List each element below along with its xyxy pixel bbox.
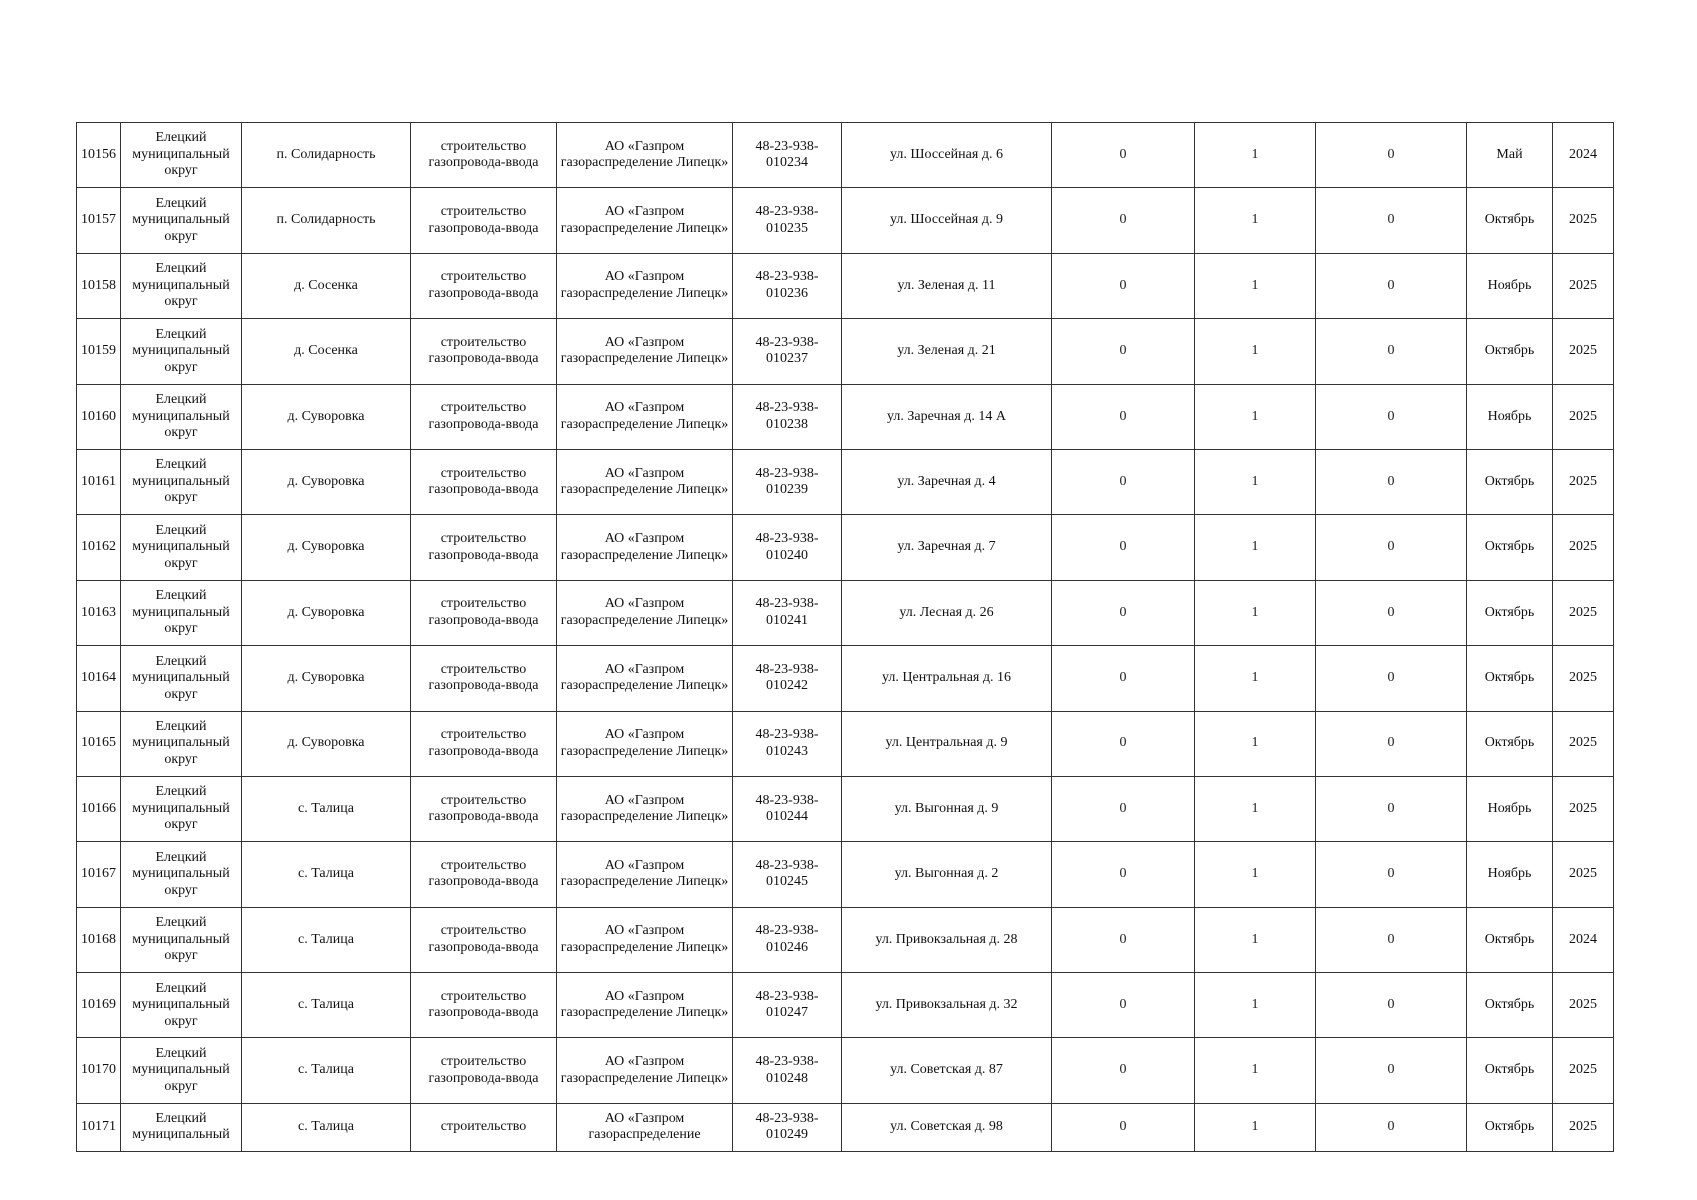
cell-value-2: 1 bbox=[1195, 188, 1316, 253]
cell-locality: с. Талица bbox=[242, 1103, 411, 1151]
cell-district: Елецкий муниципальный округ bbox=[121, 1038, 242, 1103]
cell-value-2: 1 bbox=[1195, 776, 1316, 841]
cell-code: 48-23-938-010247 bbox=[733, 973, 842, 1038]
cell-id: 10168 bbox=[77, 907, 121, 972]
cell-locality: п. Солидарность bbox=[242, 188, 411, 253]
cell-locality: д. Суворовка bbox=[242, 449, 411, 514]
cell-code: 48-23-938-010246 bbox=[733, 907, 842, 972]
cell-id: 10157 bbox=[77, 188, 121, 253]
cell-value-1: 0 bbox=[1052, 515, 1195, 580]
cell-locality: д. Суворовка bbox=[242, 515, 411, 580]
table-row bbox=[77, 188, 1614, 253]
cell-code: 48-23-938-010242 bbox=[733, 646, 842, 711]
cell-value-2: 1 bbox=[1195, 1103, 1316, 1151]
cell-organization: АО «Газпром газораспределение Липецк» bbox=[557, 449, 733, 514]
cell-work-type: строительство газопровода-ввода bbox=[411, 253, 557, 318]
cell-code: 48-23-938-010240 bbox=[733, 515, 842, 580]
cell-value-3: 0 bbox=[1316, 188, 1467, 253]
cell-value-1: 0 bbox=[1052, 776, 1195, 841]
cell-code: 48-23-938-010237 bbox=[733, 319, 842, 384]
cell-month: Октябрь bbox=[1467, 515, 1553, 580]
cell-value-1: 0 bbox=[1052, 188, 1195, 253]
cell-year: 2025 bbox=[1553, 646, 1614, 711]
cell-address: ул. Заречная д. 4 bbox=[842, 449, 1052, 514]
cell-organization: АО «Газпром газораспределение Липецк» bbox=[557, 188, 733, 253]
cell-code: 48-23-938-010245 bbox=[733, 842, 842, 907]
table-row bbox=[77, 515, 1614, 580]
cell-value-3: 0 bbox=[1316, 973, 1467, 1038]
cell-month: Октябрь bbox=[1467, 188, 1553, 253]
cell-organization: АО «Газпром газораспределение Липецк» bbox=[557, 515, 733, 580]
cell-id: 10162 bbox=[77, 515, 121, 580]
cell-work-type: строительство газопровода-ввода bbox=[411, 711, 557, 776]
cell-work-type: строительство газопровода-ввода bbox=[411, 1038, 557, 1103]
cell-id: 10156 bbox=[77, 123, 121, 188]
cell-value-3: 0 bbox=[1316, 515, 1467, 580]
cell-value-3: 0 bbox=[1316, 449, 1467, 514]
cell-organization: АО «Газпром газораспределение Липецк» bbox=[557, 384, 733, 449]
table-body bbox=[77, 123, 1614, 1152]
table-row bbox=[77, 384, 1614, 449]
cell-locality: д. Сосенка bbox=[242, 253, 411, 318]
cell-value-2: 1 bbox=[1195, 384, 1316, 449]
cell-value-3: 0 bbox=[1316, 319, 1467, 384]
cell-month: Октябрь bbox=[1467, 1038, 1553, 1103]
cell-value-1: 0 bbox=[1052, 907, 1195, 972]
cell-district: Елецкий муниципальный округ bbox=[121, 842, 242, 907]
cell-value-3: 0 bbox=[1316, 580, 1467, 645]
cell-year: 2025 bbox=[1553, 253, 1614, 318]
cell-address: ул. Центральная д. 9 bbox=[842, 711, 1052, 776]
cell-value-2: 1 bbox=[1195, 580, 1316, 645]
cell-work-type: строительство газопровода-ввода bbox=[411, 319, 557, 384]
cell-district: Елецкий муниципальный округ bbox=[121, 384, 242, 449]
cell-value-3: 0 bbox=[1316, 384, 1467, 449]
cell-value-2: 1 bbox=[1195, 1038, 1316, 1103]
cell-address: ул. Советская д. 87 bbox=[842, 1038, 1052, 1103]
cell-locality: д. Суворовка bbox=[242, 384, 411, 449]
cell-year: 2025 bbox=[1553, 188, 1614, 253]
cell-value-2: 1 bbox=[1195, 449, 1316, 514]
table-row bbox=[77, 319, 1614, 384]
cell-value-2: 1 bbox=[1195, 646, 1316, 711]
cell-code: 48-23-938-010244 bbox=[733, 776, 842, 841]
cell-value-1: 0 bbox=[1052, 384, 1195, 449]
cell-id: 10159 bbox=[77, 319, 121, 384]
cell-value-2: 1 bbox=[1195, 253, 1316, 318]
cell-work-type: строительство газопровода-ввода bbox=[411, 646, 557, 711]
cell-id: 10165 bbox=[77, 711, 121, 776]
cell-month: Октябрь bbox=[1467, 1103, 1553, 1151]
cell-address: ул. Советская д. 98 bbox=[842, 1103, 1052, 1151]
cell-district: Елецкий муниципальный округ bbox=[121, 580, 242, 645]
cell-work-type: строительство газопровода-ввода bbox=[411, 776, 557, 841]
cell-month: Октябрь bbox=[1467, 973, 1553, 1038]
cell-value-3: 0 bbox=[1316, 253, 1467, 318]
cell-value-2: 1 bbox=[1195, 907, 1316, 972]
cell-organization: АО «Газпром газораспределение Липецк» bbox=[557, 776, 733, 841]
cell-month: Октябрь bbox=[1467, 646, 1553, 711]
cell-address: ул. Зеленая д. 21 bbox=[842, 319, 1052, 384]
cell-work-type: строительство газопровода-ввода bbox=[411, 973, 557, 1038]
cell-value-2: 1 bbox=[1195, 842, 1316, 907]
cell-district: Елецкий муниципальный округ bbox=[121, 907, 242, 972]
cell-month: Ноябрь bbox=[1467, 384, 1553, 449]
cell-locality: с. Талица bbox=[242, 1038, 411, 1103]
cell-value-1: 0 bbox=[1052, 711, 1195, 776]
table-row bbox=[77, 646, 1614, 711]
cell-id: 10164 bbox=[77, 646, 121, 711]
cell-id: 10169 bbox=[77, 973, 121, 1038]
cell-value-2: 1 bbox=[1195, 973, 1316, 1038]
cell-address: ул. Привокзальная д. 32 bbox=[842, 973, 1052, 1038]
cell-value-2: 1 bbox=[1195, 123, 1316, 188]
gas-connection-table bbox=[76, 122, 1614, 1152]
cell-organization: АО «Газпром газораспределение Липецк» bbox=[557, 253, 733, 318]
cell-organization: АО «Газпром газораспределение Липецк» bbox=[557, 319, 733, 384]
cell-value-1: 0 bbox=[1052, 123, 1195, 188]
cell-address: ул. Зеленая д. 11 bbox=[842, 253, 1052, 318]
cell-value-1: 0 bbox=[1052, 449, 1195, 514]
cell-organization: АО «Газпром газораспределение bbox=[557, 1103, 733, 1151]
cell-id: 10166 bbox=[77, 776, 121, 841]
cell-district: Елецкий муниципальный округ bbox=[121, 253, 242, 318]
cell-year: 2025 bbox=[1553, 449, 1614, 514]
cell-year: 2025 bbox=[1553, 842, 1614, 907]
cell-id: 10171 bbox=[77, 1103, 121, 1151]
cell-address: ул. Привокзальная д. 28 bbox=[842, 907, 1052, 972]
table-row bbox=[77, 253, 1614, 318]
cell-code: 48-23-938-010238 bbox=[733, 384, 842, 449]
cell-year: 2025 bbox=[1553, 711, 1614, 776]
cell-locality: п. Солидарность bbox=[242, 123, 411, 188]
table-row bbox=[77, 711, 1614, 776]
cell-locality: д. Сосенка bbox=[242, 319, 411, 384]
cell-address: ул. Шоссейная д. 6 bbox=[842, 123, 1052, 188]
cell-year: 2025 bbox=[1553, 1038, 1614, 1103]
cell-id: 10160 bbox=[77, 384, 121, 449]
cell-work-type: строительство газопровода-ввода bbox=[411, 515, 557, 580]
cell-district: Елецкий муниципальный округ bbox=[121, 776, 242, 841]
cell-value-3: 0 bbox=[1316, 907, 1467, 972]
cell-locality: д. Суворовка bbox=[242, 711, 411, 776]
cell-address: ул. Выгонная д. 2 bbox=[842, 842, 1052, 907]
cell-year: 2025 bbox=[1553, 1103, 1614, 1151]
cell-year: 2025 bbox=[1553, 515, 1614, 580]
cell-year: 2025 bbox=[1553, 319, 1614, 384]
cell-locality: с. Талица bbox=[242, 776, 411, 841]
cell-organization: АО «Газпром газораспределение Липецк» bbox=[557, 1038, 733, 1103]
cell-value-3: 0 bbox=[1316, 776, 1467, 841]
cell-year: 2024 bbox=[1553, 907, 1614, 972]
cell-work-type: строительство газопровода-ввода bbox=[411, 907, 557, 972]
cell-organization: АО «Газпром газораспределение Липецк» bbox=[557, 973, 733, 1038]
cell-code: 48-23-938-010239 bbox=[733, 449, 842, 514]
cell-address: ул. Центральная д. 16 bbox=[842, 646, 1052, 711]
cell-month: Октябрь bbox=[1467, 449, 1553, 514]
cell-value-3: 0 bbox=[1316, 711, 1467, 776]
table-row bbox=[77, 580, 1614, 645]
cell-value-1: 0 bbox=[1052, 580, 1195, 645]
cell-district: Елецкий муниципальный округ bbox=[121, 646, 242, 711]
table-row bbox=[77, 449, 1614, 514]
cell-value-3: 0 bbox=[1316, 1103, 1467, 1151]
cell-work-type: строительство газопровода-ввода bbox=[411, 580, 557, 645]
cell-code: 48-23-938-010248 bbox=[733, 1038, 842, 1103]
cell-district: Елецкий муниципальный округ bbox=[121, 515, 242, 580]
cell-id: 10170 bbox=[77, 1038, 121, 1103]
cell-value-3: 0 bbox=[1316, 842, 1467, 907]
cell-organization: АО «Газпром газораспределение Липецк» bbox=[557, 580, 733, 645]
cell-year: 2025 bbox=[1553, 580, 1614, 645]
cell-id: 10158 bbox=[77, 253, 121, 318]
cell-code: 48-23-938-010243 bbox=[733, 711, 842, 776]
table-row bbox=[77, 123, 1614, 188]
cell-year: 2025 bbox=[1553, 384, 1614, 449]
cell-district: Елецкий муниципальный округ bbox=[121, 711, 242, 776]
cell-organization: АО «Газпром газораспределение Липецк» bbox=[557, 907, 733, 972]
cell-month: Май bbox=[1467, 123, 1553, 188]
cell-value-2: 1 bbox=[1195, 711, 1316, 776]
cell-district: Елецкий муниципальный округ bbox=[121, 319, 242, 384]
cell-month: Октябрь bbox=[1467, 580, 1553, 645]
cell-district: Елецкий муниципальный bbox=[121, 1103, 242, 1151]
cell-month: Ноябрь bbox=[1467, 776, 1553, 841]
cell-work-type: строительство газопровода-ввода bbox=[411, 123, 557, 188]
cell-code: 48-23-938-010249 bbox=[733, 1103, 842, 1151]
cell-code: 48-23-938-010241 bbox=[733, 580, 842, 645]
cell-value-1: 0 bbox=[1052, 253, 1195, 318]
cell-organization: АО «Газпром газораспределение Липецк» bbox=[557, 711, 733, 776]
cell-value-3: 0 bbox=[1316, 123, 1467, 188]
cell-value-1: 0 bbox=[1052, 1038, 1195, 1103]
cell-district: Елецкий муниципальный округ bbox=[121, 123, 242, 188]
cell-year: 2025 bbox=[1553, 776, 1614, 841]
cell-district: Елецкий муниципальный округ bbox=[121, 188, 242, 253]
cell-organization: АО «Газпром газораспределение Липецк» bbox=[557, 123, 733, 188]
table-row bbox=[77, 776, 1614, 841]
cell-id: 10167 bbox=[77, 842, 121, 907]
cell-code: 48-23-938-010236 bbox=[733, 253, 842, 318]
cell-district: Елецкий муниципальный округ bbox=[121, 973, 242, 1038]
cell-value-2: 1 bbox=[1195, 319, 1316, 384]
cell-work-type: строительство газопровода-ввода bbox=[411, 842, 557, 907]
cell-year: 2024 bbox=[1553, 123, 1614, 188]
cell-address: ул. Лесная д. 26 bbox=[842, 580, 1052, 645]
cell-value-2: 1 bbox=[1195, 515, 1316, 580]
cell-year: 2025 bbox=[1553, 973, 1614, 1038]
cell-code: 48-23-938-010234 bbox=[733, 123, 842, 188]
cell-value-1: 0 bbox=[1052, 646, 1195, 711]
cell-month: Ноябрь bbox=[1467, 253, 1553, 318]
cell-work-type: строительство газопровода-ввода bbox=[411, 384, 557, 449]
cell-month: Октябрь bbox=[1467, 319, 1553, 384]
cell-value-1: 0 bbox=[1052, 973, 1195, 1038]
cell-value-1: 0 bbox=[1052, 319, 1195, 384]
cell-value-1: 0 bbox=[1052, 1103, 1195, 1151]
cell-code: 48-23-938-010235 bbox=[733, 188, 842, 253]
cell-locality: с. Талица bbox=[242, 842, 411, 907]
table-row bbox=[77, 907, 1614, 972]
cell-month: Ноябрь bbox=[1467, 842, 1553, 907]
cell-address: ул. Заречная д. 7 bbox=[842, 515, 1052, 580]
cell-month: Октябрь bbox=[1467, 711, 1553, 776]
table-row bbox=[77, 973, 1614, 1038]
cell-value-3: 0 bbox=[1316, 646, 1467, 711]
cell-locality: д. Суворовка bbox=[242, 580, 411, 645]
cell-locality: с. Талица bbox=[242, 907, 411, 972]
cell-organization: АО «Газпром газораспределение Липецк» bbox=[557, 646, 733, 711]
cell-id: 10161 bbox=[77, 449, 121, 514]
cell-work-type: строительство газопровода-ввода bbox=[411, 188, 557, 253]
cell-address: ул. Шоссейная д. 9 bbox=[842, 188, 1052, 253]
cell-address: ул. Заречная д. 14 А bbox=[842, 384, 1052, 449]
cell-locality: с. Талица bbox=[242, 973, 411, 1038]
cell-locality: д. Суворовка bbox=[242, 646, 411, 711]
table-row bbox=[77, 842, 1614, 907]
cell-value-3: 0 bbox=[1316, 1038, 1467, 1103]
cell-value-1: 0 bbox=[1052, 842, 1195, 907]
cell-district: Елецкий муниципальный округ bbox=[121, 449, 242, 514]
table-row bbox=[77, 1038, 1614, 1103]
cell-address: ул. Выгонная д. 9 bbox=[842, 776, 1052, 841]
cell-organization: АО «Газпром газораспределение Липецк» bbox=[557, 842, 733, 907]
table-row bbox=[77, 1103, 1614, 1151]
cell-month: Октябрь bbox=[1467, 907, 1553, 972]
cell-work-type: строительство газопровода-ввода bbox=[411, 449, 557, 514]
cell-work-type: строительство bbox=[411, 1103, 557, 1151]
cell-id: 10163 bbox=[77, 580, 121, 645]
